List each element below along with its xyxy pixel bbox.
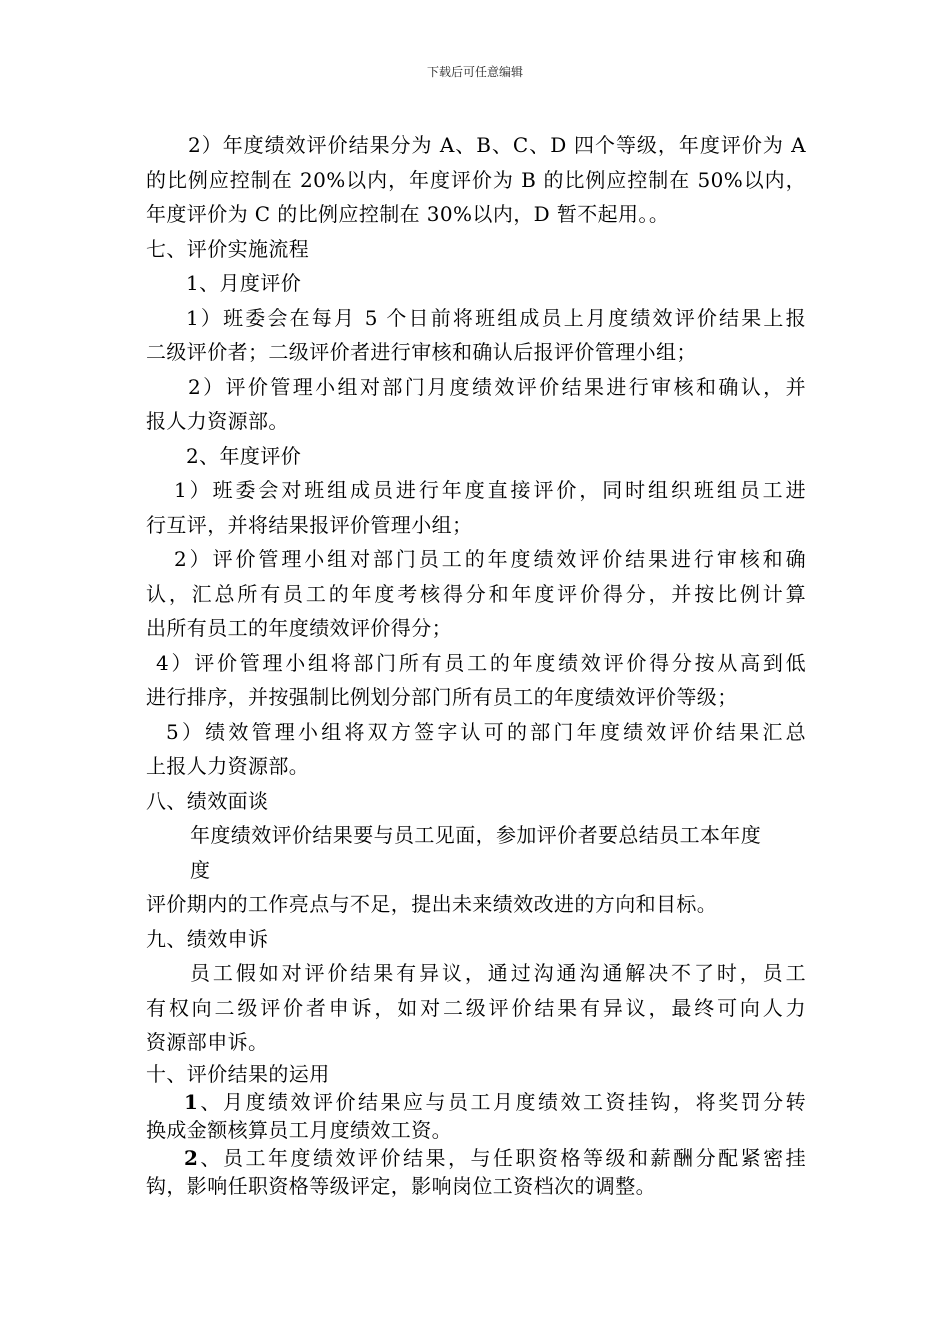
list-item-number: 2 [184, 1145, 199, 1170]
paragraph-line: 资源部申诉。 [146, 1030, 269, 1054]
list-item-2 [146, 1144, 806, 1172]
list-item-number: 1 [184, 1089, 199, 1114]
paragraph-line: 进行排序，并按强制比例划分部门所有员工的年度绩效评价等级； [146, 685, 738, 709]
paragraph-line: 出所有员工的年度绩效评价得分； [146, 616, 452, 640]
page-header: 下载后可任意编辑 [426, 65, 523, 79]
paragraph-line: 5）绩效管理小组将双方签字认可的部门年度绩效评价结果汇总 [166, 719, 806, 744]
paragraph-line: 度 [190, 857, 211, 882]
paragraph-line: 4）评价管理小组将部门所有员工的年度绩效评价得分按从高到低 [156, 650, 806, 675]
paragraph-line: 认，汇总所有员工的年度考核得分和年度评价得分，并按比例计算 [146, 581, 806, 606]
paragraph-line: 2）评价管理小组对部门月度绩效评价结果进行审核和确认，并 [188, 374, 806, 399]
document-body [146, 128, 806, 1200]
subsection-heading: 1、月度评价 [186, 271, 302, 295]
list-item-continuation: 钩，影响任职资格等级评定，影响岗位工资档次的调整。 [146, 1173, 656, 1198]
section-heading: 九、绩效申诉 [146, 926, 269, 951]
list-item-text: 、员工年度绩效评价结果，与任职资格等级和薪酬分配紧密挂 [198, 1145, 806, 1170]
subsection-heading: 2、年度评价 [186, 443, 302, 468]
section-heading: 八、绩效面谈 [146, 788, 269, 813]
paragraph-line: 2）年度绩效评价结果分为 A、B、C、D 四个等级，年度评价为 A [188, 133, 806, 157]
list-item-continuation: 换成金额核算员工月度绩效工资。 [146, 1117, 452, 1142]
list-item-text: 、月度绩效评价结果应与员工月度绩效工资挂钩，将奖罚分转 [198, 1089, 806, 1114]
paragraph-line: 上报人力资源部。 [146, 754, 310, 778]
paragraph-line: 2）评价管理小组对部门员工的年度绩效评价结果进行审核和确 [174, 547, 806, 571]
paragraph-line: 评价期内的工作亮点与不足，提出未来绩效改进的方向和目标。 [146, 892, 718, 916]
paragraph-line: 的比例应控制在 20%以内，年度评价为 B 的比例应控制在 50%以内， [146, 167, 806, 192]
paragraph-line: 行互评，并将结果报评价管理小组； [146, 512, 473, 537]
list-item-1 [146, 1088, 806, 1116]
paragraph-line: 员工假如对评价结果有异议，通过沟通沟通解决不了时，员工 [190, 961, 806, 985]
paragraph-line: 年度绩效评价结果要与员工见面，参加评价者要总结员工本年度 [190, 823, 762, 847]
paragraph-line: 有权向二级评价者申诉，如对二级评价结果有异议，最终可向人力 [146, 995, 806, 1020]
paragraph-line: 1）班委会对班组成员进行年度直接评价，同时组织班组员工进 [174, 478, 806, 502]
section-heading: 七、评价实施流程 [146, 236, 310, 261]
paragraph-line: 报人力资源部。 [146, 409, 289, 433]
paragraph-line: 二级评价者；二级评价者进行审核和确认后报评价管理小组； [146, 340, 697, 364]
section-heading: 十、评价结果的运用 [146, 1061, 330, 1086]
paragraph-line: 年度评价为 C 的比例应控制在 30%以内，D 暂不起用。。 [146, 202, 670, 226]
paragraph-line: 1）班委会在每月 5 个日前将班组成员上月度绩效评价结果上报 [186, 305, 806, 330]
